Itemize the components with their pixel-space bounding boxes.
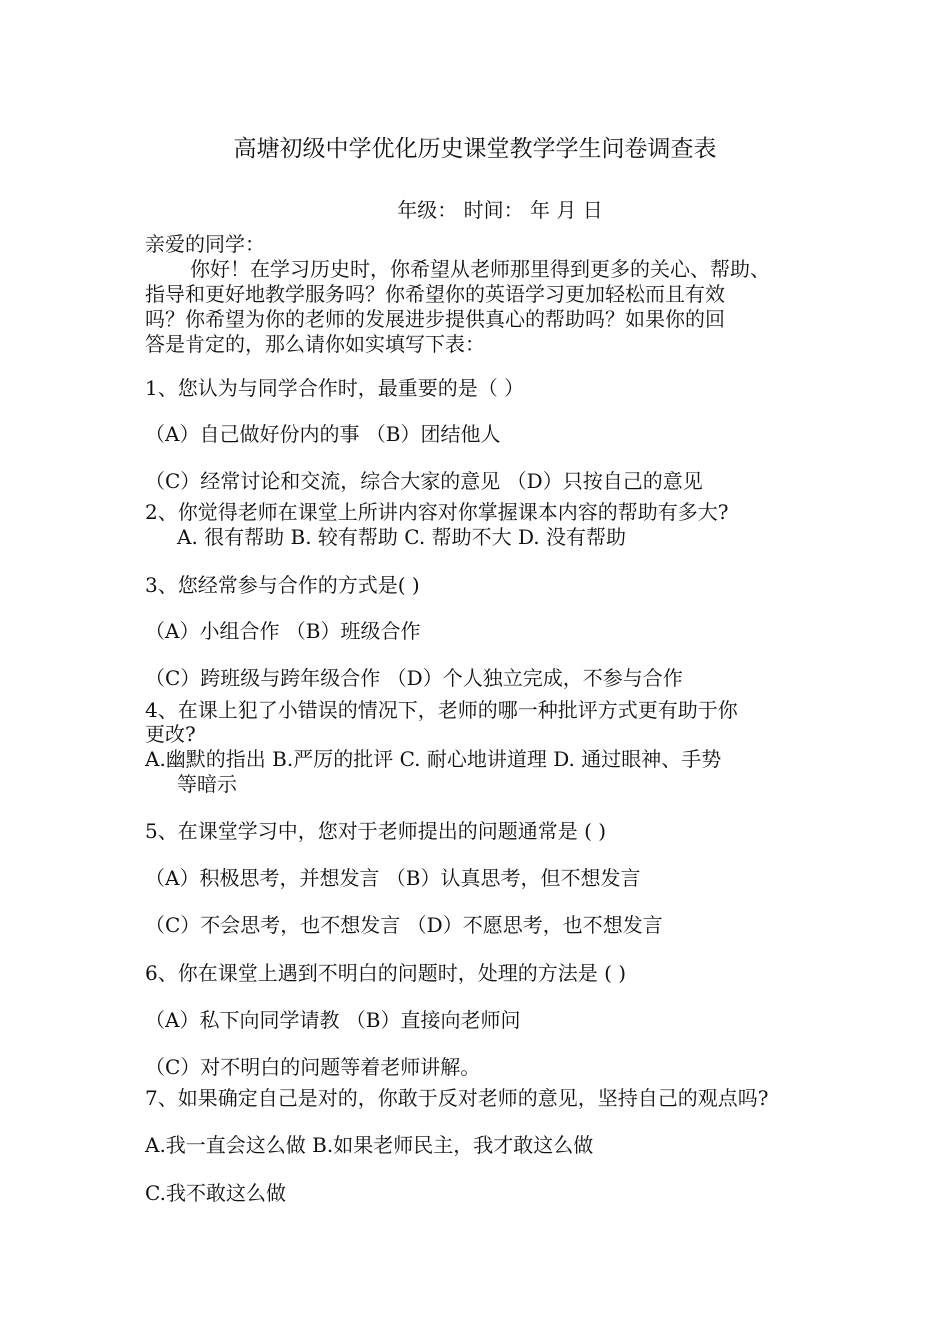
question-6-option: （C）对不明白的问题等着老师讲解。 (145, 1055, 481, 1079)
document-title: 高塘初级中学优化历史课堂教学学生问卷调查表 (233, 136, 717, 162)
intro-line: 答是肯定的，那么请你如实填写下表： (145, 332, 485, 356)
question-3-option: （A）小组合作 （B）班级合作 (145, 619, 421, 643)
question-5-option: （C）不会思考，也不想发言 （D）不愿思考，也不想发言 (145, 913, 663, 937)
question-7-option: A.我一直会这么做 B.如果老师民主，我才敢这么做 (145, 1133, 594, 1157)
question-7-stem: 7、如果确定自己是对的，你敢于反对老师的意见，坚持自己的观点吗? (145, 1086, 769, 1110)
intro-line: 吗？你希望为你的老师的发展进步提供真心的帮助吗？如果你的回 (145, 307, 725, 331)
greeting: 亲爱的同学： (145, 232, 265, 256)
question-7-option: C.我不敢这么做 (145, 1181, 286, 1205)
question-1-stem: 1、您认为与同学合作时，最重要的是（ ） (145, 376, 525, 400)
question-6-option: （A）私下向同学请教 （B）直接向老师问 (145, 1008, 521, 1032)
question-5-stem: 5、在课堂学习中，您对于老师提出的问题通常是 ( ) (145, 819, 607, 843)
question-5-option: （A）积极思考，并想发言 （B）认真思考，但不想发言 (145, 866, 641, 890)
question-4-option: 等暗示 (177, 772, 237, 796)
question-3-option: （C）跨班级与跨年级合作 （D）个人独立完成，不参与合作 (145, 666, 683, 690)
question-3-stem: 3、您经常参与合作的方式是( ) (145, 573, 420, 597)
question-6-stem: 6、你在课堂上遇到不明白的问题时，处理的方法是 ( ) (145, 961, 627, 985)
question-4-stem: 4、在课上犯了小错误的情况下，老师的哪一种批评方式更有助于你 (145, 698, 738, 722)
question-4-stem: 更改? (145, 722, 196, 746)
question-2-stem: 2、你觉得老师在课堂上所讲内容对你掌握课本内容的帮助有多大? (145, 500, 729, 524)
question-1-option: （A）自己做好份内的事 （B）团结他人 (145, 422, 501, 446)
intro-line: 指导和更好地教学服务吗？你希望你的英语学习更加轻松而且有效 (145, 282, 725, 306)
question-2-option: A. 很有帮助 B. 较有帮助 C. 帮助不大 D. 没有帮助 (177, 525, 626, 549)
question-4-option: A.幽默的指出 B.严厉的批评 C. 耐心地讲道理 D. 通过眼神、手势 (145, 747, 722, 771)
grade-date-line: 年级： 时间： 年 月 日 (397, 198, 603, 222)
question-1-option: （C）经常讨论和交流，综合大家的意见 （D）只按自己的意见 (145, 469, 703, 493)
intro-line: 你好！在学习历史时，你希望从老师那里得到更多的关心、帮助、 (190, 257, 770, 281)
